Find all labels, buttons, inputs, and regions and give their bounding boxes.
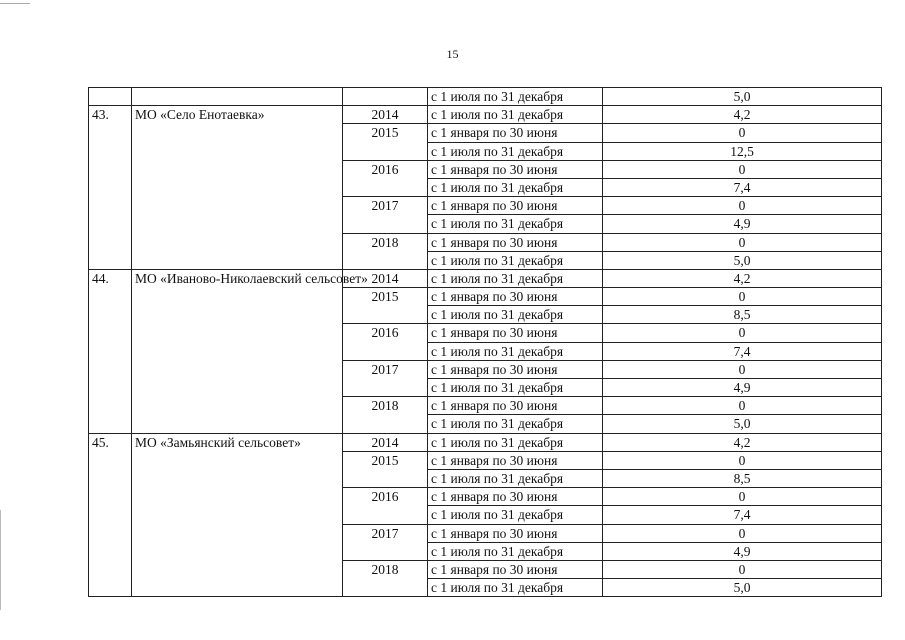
period-cell: с 1 июля по 31 декабря (428, 542, 603, 560)
period-cell: с 1 июля по 31 декабря (428, 469, 603, 487)
year-cell: 2016 (343, 488, 428, 524)
period-cell: с 1 июля по 31 декабря (428, 88, 603, 106)
value-cell: 0 (603, 560, 882, 578)
row-number-cell: 43. (89, 106, 132, 270)
period-cell: с 1 января по 30 июня (428, 124, 603, 142)
year-cell: 2017 (343, 524, 428, 560)
value-cell: 5,0 (603, 88, 882, 106)
row-number-cell (89, 88, 132, 106)
value-cell: 0 (603, 324, 882, 342)
period-cell: с 1 июля по 31 декабря (428, 579, 603, 597)
year-cell: 2017 (343, 360, 428, 396)
year-cell: 2014 (343, 269, 428, 287)
tariff-table (88, 87, 882, 597)
value-cell: 0 (603, 288, 882, 306)
period-cell: с 1 января по 30 июня (428, 397, 603, 415)
period-cell: с 1 января по 30 июня (428, 488, 603, 506)
scan-margin-mark (0, 510, 4, 610)
value-cell: 0 (603, 451, 882, 469)
row-number-cell: 44. (89, 269, 132, 433)
period-cell: с 1 января по 30 июня (428, 451, 603, 469)
period-cell: с 1 июля по 31 декабря (428, 215, 603, 233)
value-cell: 7,4 (603, 178, 882, 196)
year-cell: 2018 (343, 233, 428, 269)
year-cell: 2017 (343, 197, 428, 233)
period-cell: с 1 июля по 31 декабря (428, 106, 603, 124)
value-cell: 0 (603, 124, 882, 142)
value-cell: 0 (603, 197, 882, 215)
year-cell: 2015 (343, 124, 428, 160)
municipality-cell: МО «Замьянский сельсовет» (132, 433, 343, 597)
period-cell: с 1 июля по 31 декабря (428, 251, 603, 269)
year-cell: 2016 (343, 160, 428, 196)
period-cell: с 1 июля по 31 декабря (428, 415, 603, 433)
value-cell: 0 (603, 524, 882, 542)
value-cell: 0 (603, 397, 882, 415)
period-cell: с 1 июля по 31 декабря (428, 433, 603, 451)
year-cell: 2018 (343, 397, 428, 433)
value-cell: 0 (603, 233, 882, 251)
value-cell: 12,5 (603, 142, 882, 160)
period-cell: с 1 июля по 31 декабря (428, 142, 603, 160)
value-cell: 4,9 (603, 215, 882, 233)
value-cell: 8,5 (603, 469, 882, 487)
municipality-cell: МО «Иваново-Николаевский сельсовет» (132, 269, 343, 433)
page-number: 15 (446, 47, 459, 61)
value-cell: 4,2 (603, 433, 882, 451)
year-cell (343, 88, 428, 106)
period-cell: с 1 января по 30 июня (428, 524, 603, 542)
row-number-cell: 45. (89, 433, 132, 597)
value-cell: 0 (603, 160, 882, 178)
period-cell: с 1 июля по 31 декабря (428, 342, 603, 360)
value-cell: 7,4 (603, 342, 882, 360)
period-cell: с 1 января по 30 июня (428, 160, 603, 178)
period-cell: с 1 июля по 31 декабря (428, 379, 603, 397)
value-cell: 0 (603, 488, 882, 506)
value-cell: 5,0 (603, 251, 882, 269)
value-cell: 8,5 (603, 306, 882, 324)
period-cell: с 1 января по 30 июня (428, 360, 603, 378)
year-cell: 2015 (343, 288, 428, 324)
period-cell: с 1 января по 30 июня (428, 288, 603, 306)
period-cell: с 1 июля по 31 декабря (428, 506, 603, 524)
table-row (89, 106, 882, 124)
value-cell: 5,0 (603, 579, 882, 597)
table-row (89, 269, 882, 287)
period-cell: с 1 июля по 31 декабря (428, 306, 603, 324)
period-cell: с 1 января по 30 июня (428, 560, 603, 578)
value-cell: 4,9 (603, 379, 882, 397)
value-cell: 4,9 (603, 542, 882, 560)
year-cell: 2018 (343, 560, 428, 596)
period-cell: с 1 июля по 31 декабря (428, 269, 603, 287)
value-cell: 4,2 (603, 269, 882, 287)
scan-margin-mark (0, 3, 30, 4)
table-row (89, 88, 882, 106)
year-cell: 2014 (343, 106, 428, 124)
value-cell: 5,0 (603, 415, 882, 433)
year-cell: 2014 (343, 433, 428, 451)
value-cell: 4,2 (603, 106, 882, 124)
period-cell: с 1 января по 30 июня (428, 324, 603, 342)
period-cell: с 1 июля по 31 декабря (428, 178, 603, 196)
municipality-cell: МО «Село Енотаевка» (132, 106, 343, 270)
table-row (89, 433, 882, 451)
year-cell: 2015 (343, 451, 428, 487)
period-cell: с 1 января по 30 июня (428, 233, 603, 251)
year-cell: 2016 (343, 324, 428, 360)
value-cell: 7,4 (603, 506, 882, 524)
municipality-cell (132, 88, 343, 106)
value-cell: 0 (603, 360, 882, 378)
period-cell: с 1 января по 30 июня (428, 197, 603, 215)
